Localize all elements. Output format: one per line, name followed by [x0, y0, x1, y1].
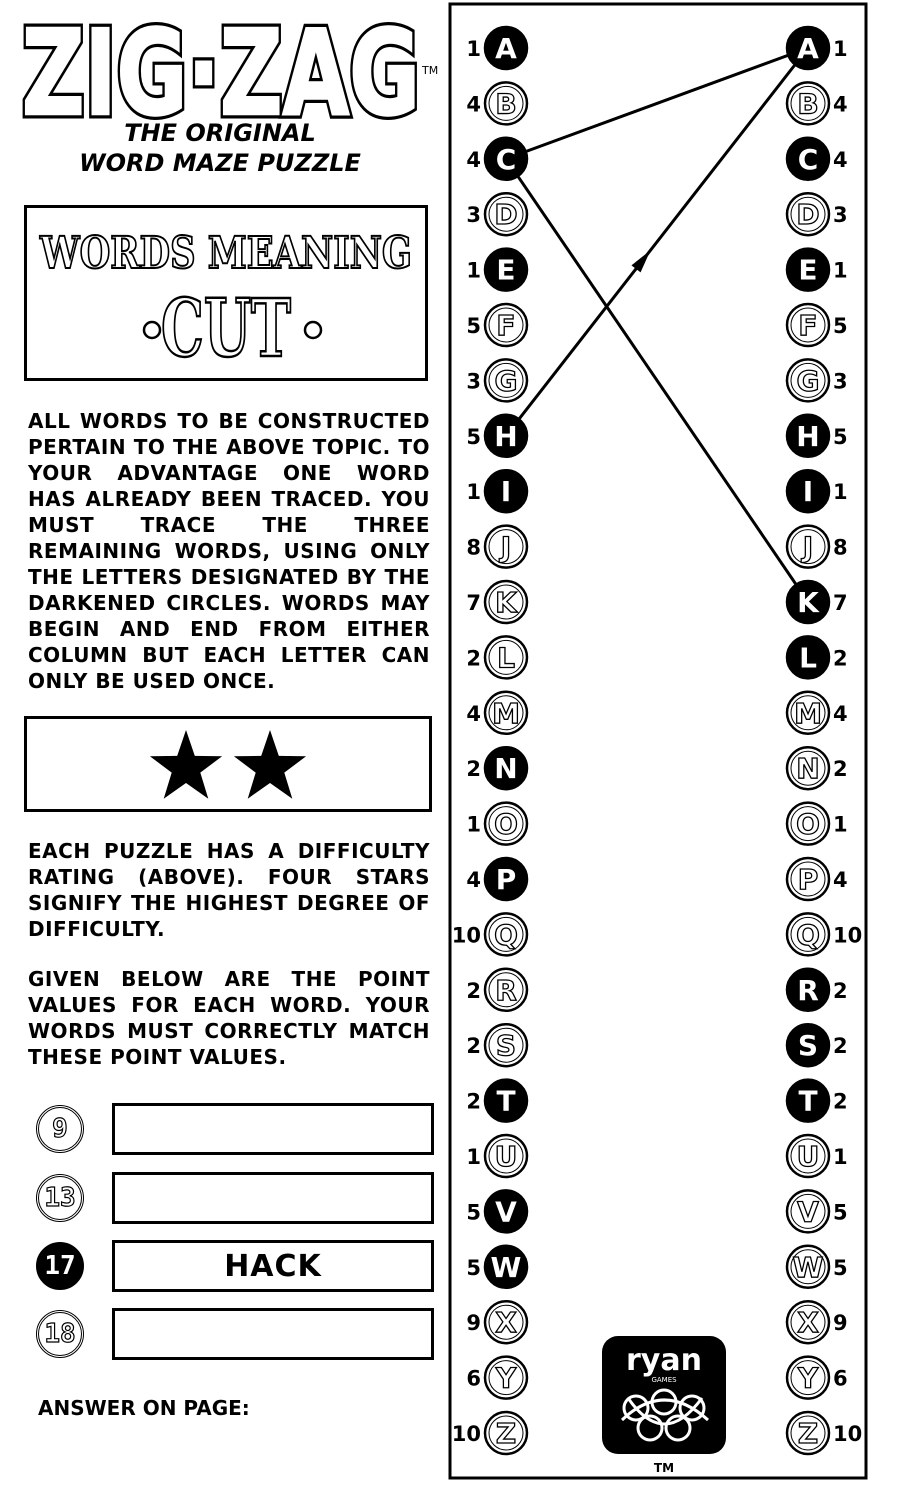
left-letter-v[interactable] — [466, 1190, 527, 1232]
right-letter-l[interactable] — [787, 636, 848, 678]
letter-point-value: 4 — [833, 868, 848, 892]
point-value-circle: 13 — [36, 1174, 84, 1222]
letter-point-value: 5 — [466, 314, 481, 338]
right-letter-n[interactable] — [787, 747, 848, 789]
star-icon — [234, 730, 306, 799]
tagline-line-2: WORD MAZE PUZZLE — [79, 149, 361, 177]
letter-point-value: 10 — [451, 923, 481, 948]
topic-box — [24, 205, 428, 381]
left-letter-x[interactable] — [466, 1301, 527, 1343]
letter-label: G — [796, 364, 820, 398]
left-letter-q[interactable] — [452, 913, 527, 955]
left-letter-d[interactable] — [466, 193, 527, 235]
letter-label: F — [496, 309, 516, 342]
topic-dot-left — [144, 322, 160, 338]
letter-point-value: 3 — [466, 369, 481, 394]
letter-point-value: 3 — [833, 203, 848, 228]
answer-on-page-label: ANSWER ON PAGE: — [38, 1396, 250, 1420]
right-letter-e[interactable] — [787, 249, 848, 291]
letter-point-value: 1 — [466, 37, 481, 61]
left-letter-b[interactable] — [466, 82, 527, 124]
left-letter-c[interactable] — [466, 138, 527, 180]
letter-label: U — [494, 1140, 518, 1173]
point-value-circle: 17 — [36, 1242, 84, 1290]
left-letter-h[interactable] — [466, 415, 527, 457]
letter-point-value: 2 — [833, 1089, 848, 1114]
left-letter-g[interactable] — [466, 359, 527, 401]
letter-point-value: 1 — [466, 1145, 481, 1169]
right-letter-f[interactable] — [787, 304, 848, 346]
left-letter-t[interactable] — [466, 1080, 527, 1122]
instructions-text: ALL WORDS TO BE CONSTRUCTED PERTAIN TO THE ABOVE TOPIC. TO YOUR ADVANTAGE ONE WORD HAS ALREADY BEEN TRACED. YOU MUST TRACE THE THREE REMAINING WORDS, USING ONLY THE LETTERS DESIGNATED BY THE DARKENED CIRCLES. WORDS MAY BEGIN AND END FROM EITHER COLUMN BUT EACH LETTER CAN ONLY BE USED ONCE. — [28, 409, 430, 693]
letter-point-value: 5 — [833, 1255, 848, 1280]
letter-point-value: 2 — [833, 646, 848, 671]
tagline — [60, 118, 380, 178]
letter-label: D — [796, 198, 820, 232]
letter-label: Q — [494, 918, 518, 952]
letter-label: X — [797, 1306, 819, 1340]
answer-input-box[interactable]: HACK — [112, 1240, 434, 1292]
letter-point-value: 1 — [833, 258, 848, 283]
letter-label: S — [495, 1029, 517, 1063]
letter-label: T — [798, 1084, 818, 1118]
letter-point-value: 5 — [833, 314, 848, 338]
right-letter-x[interactable] — [787, 1301, 848, 1343]
traced-path-segment — [506, 48, 808, 436]
letter-label: G — [494, 364, 518, 398]
letter-point-value: 2 — [466, 1034, 481, 1059]
left-letter-a[interactable] — [466, 27, 527, 69]
letter-label: D — [494, 198, 518, 232]
right-letter-p[interactable] — [787, 858, 848, 900]
left-letter-p[interactable] — [466, 858, 527, 900]
right-letter-o[interactable] — [787, 803, 848, 845]
letter-label: J — [802, 530, 814, 564]
right-letter-i[interactable] — [787, 470, 848, 512]
right-letter-b[interactable] — [787, 82, 848, 124]
letter-label: A — [797, 32, 819, 65]
letter-label: A — [495, 32, 517, 65]
right-letter-w[interactable] — [787, 1246, 848, 1288]
left-letter-s[interactable] — [466, 1024, 527, 1066]
letter-point-value: 9 — [466, 1311, 481, 1336]
letter-point-value: 1 — [833, 37, 848, 61]
letter-point-value: 4 — [466, 701, 481, 726]
answer-row — [30, 1172, 436, 1230]
ryan-games-logo — [602, 1336, 726, 1475]
left-letter-n[interactable] — [466, 747, 527, 789]
letter-point-value: 4 — [833, 92, 848, 117]
letter-point-value: 10 — [451, 1422, 481, 1446]
letter-point-value: 9 — [833, 1311, 848, 1336]
word-maze — [446, 0, 900, 1498]
letter-point-value: 1 — [466, 812, 481, 837]
letter-label: K — [797, 586, 819, 619]
letter-point-value: 6 — [833, 1366, 848, 1391]
letter-label: F — [798, 309, 818, 342]
left-letter-k[interactable] — [466, 581, 527, 623]
letter-label: P — [495, 863, 517, 896]
traced-path-segment — [506, 48, 808, 159]
letter-label: Y — [797, 1361, 819, 1395]
title-text-inner: ZIG·ZAG — [22, 8, 420, 126]
title-text: ZIG·ZAG — [22, 8, 420, 126]
trademark-label: TM — [422, 64, 438, 77]
letter-point-value: 5 — [466, 1200, 481, 1225]
letter-label: W — [792, 1250, 824, 1284]
right-letter-u[interactable] — [787, 1135, 848, 1177]
traced-path-segment — [506, 159, 808, 602]
right-letter-j[interactable] — [787, 526, 848, 568]
letter-label: Z — [495, 1417, 517, 1450]
right-letter-d[interactable] — [787, 193, 848, 235]
logo-text: ryan — [626, 1343, 702, 1378]
letter-label: V — [495, 1195, 517, 1229]
letter-label: C — [797, 142, 819, 176]
letter-label: U — [796, 1140, 820, 1173]
point-value-circle: 18 — [36, 1310, 84, 1358]
left-letter-l[interactable] — [466, 636, 527, 678]
left-letter-u[interactable] — [466, 1135, 527, 1177]
letter-point-value: 2 — [833, 1034, 848, 1059]
right-letter-s[interactable] — [787, 1024, 848, 1066]
right-letter-v[interactable] — [787, 1190, 848, 1232]
letter-point-value: 10 — [833, 1422, 863, 1446]
left-letter-e[interactable] — [466, 249, 527, 291]
letter-label: I — [802, 475, 814, 509]
right-letter-q[interactable] — [787, 913, 862, 955]
right-letter-k[interactable] — [787, 581, 848, 623]
letter-label: M — [794, 696, 822, 730]
left-letter-i[interactable] — [466, 470, 527, 512]
letter-point-value: 1 — [466, 480, 481, 505]
letter-point-value: 1 — [833, 480, 848, 505]
right-letter-y[interactable] — [787, 1357, 848, 1399]
letter-label: C — [495, 142, 517, 176]
letter-label: Y — [495, 1361, 517, 1395]
letter-point-value: 7 — [833, 591, 848, 615]
right-letter-h[interactable] — [787, 415, 848, 457]
letter-point-value: 2 — [466, 646, 481, 671]
letter-label: B — [495, 87, 517, 121]
topic-lettering — [27, 208, 425, 378]
letter-point-value: 5 — [833, 1200, 848, 1225]
letter-label: S — [797, 1029, 819, 1063]
letter-point-value: 1 — [833, 812, 848, 837]
letter-point-value: 5 — [466, 424, 481, 449]
letter-label: B — [797, 87, 819, 121]
point-values-text: GIVEN BELOW ARE THE POINT VALUES FOR EACH WORD. YOUR WORDS MUST CORRECTLY MATCH THESE POINT VALUES. — [28, 967, 430, 1069]
letter-label: L — [799, 641, 817, 675]
answer-input-box[interactable] — [112, 1308, 434, 1360]
topic-word: CUT — [161, 281, 291, 375]
letter-label: J — [500, 530, 512, 564]
right-letter-r[interactable] — [787, 969, 848, 1011]
answer-input-box[interactable] — [112, 1172, 434, 1224]
letter-label: E — [496, 253, 516, 287]
difficulty-stars — [148, 724, 308, 804]
star-icon — [150, 730, 222, 799]
letter-point-value: 2 — [466, 1089, 481, 1114]
letter-label: H — [796, 419, 820, 453]
left-letter-o[interactable] — [466, 803, 527, 845]
letter-label: E — [798, 253, 818, 287]
letter-point-value: 8 — [466, 535, 481, 560]
letter-label: K — [495, 586, 517, 619]
letter-label: T — [496, 1084, 516, 1118]
letter-point-value: 2 — [466, 757, 481, 782]
letter-point-value: 3 — [466, 203, 481, 228]
letter-point-value: 5 — [466, 1255, 481, 1280]
topic-dot-right — [305, 322, 321, 338]
letter-point-value: 2 — [466, 978, 481, 1003]
letter-label: Q — [796, 918, 820, 952]
left-letter-j[interactable] — [466, 526, 527, 568]
left-letter-y[interactable] — [466, 1357, 527, 1399]
logo-trademark: TM — [653, 1461, 675, 1475]
logo-subtext: GAMES — [651, 1376, 677, 1384]
right-letter-g[interactable] — [787, 359, 848, 401]
letter-point-value: 2 — [833, 978, 848, 1003]
letter-point-value: 4 — [466, 147, 481, 172]
letter-point-value: 6 — [466, 1366, 481, 1391]
right-letter-m[interactable] — [787, 692, 848, 734]
point-value-circle: 9 — [36, 1105, 84, 1153]
left-letter-w[interactable] — [466, 1246, 527, 1288]
right-letter-z[interactable] — [787, 1412, 862, 1454]
letter-point-value: 1 — [466, 258, 481, 283]
answer-row — [30, 1103, 436, 1161]
letter-label: Z — [797, 1417, 819, 1450]
letter-point-value: 4 — [833, 701, 848, 726]
letter-label: M — [492, 696, 520, 730]
letter-label: I — [500, 475, 512, 509]
letter-point-value: 10 — [833, 923, 863, 948]
letter-label: R — [797, 973, 819, 1007]
difficulty-text: EACH PUZZLE HAS A DIFFICULTY RATING (ABOVE). FOUR STARS SIGNIFY THE HIGHEST DEGREE OF DIFFICULTY. — [28, 839, 430, 941]
answer-row — [30, 1240, 436, 1298]
answer-input-box[interactable] — [112, 1103, 434, 1155]
letter-label: O — [494, 807, 518, 841]
left-letter-r[interactable] — [466, 969, 527, 1011]
letter-label: H — [494, 419, 518, 453]
letter-point-value: 7 — [466, 591, 481, 615]
tagline-line-1: THE ORIGINAL — [124, 119, 316, 147]
topic-line-1: WORDS MEANING — [39, 228, 412, 279]
letter-label: X — [495, 1306, 517, 1340]
letter-point-value: 8 — [833, 535, 848, 560]
letter-point-value: 4 — [466, 92, 481, 117]
right-letter-a[interactable] — [787, 27, 848, 69]
letter-label: N — [796, 752, 820, 786]
letter-point-value: 1 — [833, 1145, 848, 1169]
answer-row — [30, 1308, 436, 1366]
letter-point-value: 4 — [466, 868, 481, 892]
letter-point-value: 4 — [833, 147, 848, 172]
letter-point-value: 2 — [833, 757, 848, 782]
left-letter-z[interactable] — [452, 1412, 527, 1454]
letter-label: O — [796, 807, 820, 841]
letter-label: N — [494, 752, 518, 786]
right-letter-t[interactable] — [787, 1080, 848, 1122]
letter-label: R — [495, 973, 517, 1007]
left-letter-f[interactable] — [466, 304, 527, 346]
letter-label: V — [797, 1195, 819, 1229]
letter-point-value: 5 — [833, 424, 848, 449]
right-letter-c[interactable] — [787, 138, 848, 180]
letter-label: P — [797, 863, 819, 896]
letter-point-value: 3 — [833, 369, 848, 394]
letter-label: W — [490, 1250, 522, 1284]
left-letter-m[interactable] — [466, 692, 527, 734]
puzzle-title — [18, 8, 438, 126]
difficulty-rating-box — [24, 716, 432, 812]
letter-label: L — [497, 641, 515, 675]
